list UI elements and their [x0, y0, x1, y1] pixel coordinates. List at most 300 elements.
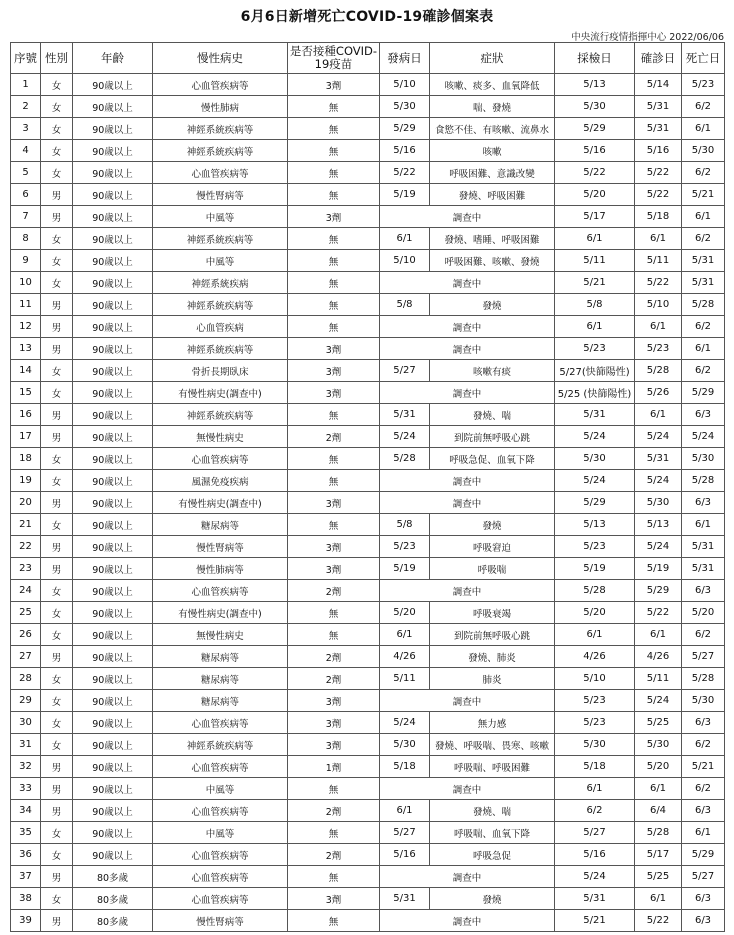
cell-col-symptom: 呼吸喘、血氧下降: [430, 822, 555, 844]
cell-col-onset: 5/20: [380, 602, 430, 624]
cell-col-history: 中風等: [153, 206, 288, 228]
cell-col-confirm: 5/17: [635, 844, 682, 866]
cell-col-death: 6/1: [682, 206, 725, 228]
cell-col-symptom: 發燒、肺炎: [430, 646, 555, 668]
cell-col-death: 5/27: [682, 646, 725, 668]
cell-col-sample: 5/24: [555, 470, 635, 492]
cell-col-sample: 5/24: [555, 426, 635, 448]
cell-col-vaccine: 無: [288, 602, 380, 624]
cell-col-sex: 女: [41, 734, 73, 756]
table-row: [11, 844, 725, 866]
cell-col-death: 6/2: [682, 228, 725, 250]
cell-col-confirm: 6/1: [635, 404, 682, 426]
cell-col-sample: 5/22: [555, 162, 635, 184]
cell-col-symptom: 呼吸喘: [430, 558, 555, 580]
cell-col-symptom: 呼吸困難、意識改變: [430, 162, 555, 184]
table-row: [11, 888, 725, 910]
cell-col-confirm: 5/25: [635, 712, 682, 734]
cell-col-death: 6/1: [682, 118, 725, 140]
cell-col-sex: 男: [41, 338, 73, 360]
cell-col-death: 5/30: [682, 690, 725, 712]
cell-col-vaccine: 無: [288, 228, 380, 250]
cell-col-sex: 女: [41, 118, 73, 140]
table-row: [11, 536, 725, 558]
cell-col-vaccine: 無: [288, 250, 380, 272]
cell-col-vaccine: 3劑: [288, 492, 380, 514]
cell-col-death: 5/21: [682, 184, 725, 206]
table-row: [11, 404, 725, 426]
cell-col-sample: 5/28: [555, 580, 635, 602]
cell-col-onset: 5/16: [380, 844, 430, 866]
header-col-symptom: 症狀: [430, 43, 555, 74]
cell-col-symptom: 呼吸窘迫: [430, 536, 555, 558]
cell-col-symptom: 調查中: [380, 910, 555, 932]
table-row: [11, 712, 725, 734]
cell-col-seq: 18: [11, 448, 41, 470]
cell-col-death: 5/21: [682, 756, 725, 778]
cell-col-history: 心血管疾病等: [153, 888, 288, 910]
cell-col-symptom: 呼吸急促: [430, 844, 555, 866]
cell-col-vaccine: 1劑: [288, 756, 380, 778]
cell-col-confirm: 5/28: [635, 360, 682, 382]
cell-col-symptom: 調查中: [380, 206, 555, 228]
cell-col-death: 6/3: [682, 888, 725, 910]
cell-col-confirm: 5/13: [635, 514, 682, 536]
table-row: [11, 470, 725, 492]
cell-col-death: 6/3: [682, 910, 725, 932]
cell-col-sex: 男: [41, 404, 73, 426]
cell-col-sex: 女: [41, 228, 73, 250]
cell-col-death: 5/29: [682, 382, 725, 404]
cell-col-death: 5/31: [682, 250, 725, 272]
table-row: [11, 382, 725, 404]
cell-col-sex: 男: [41, 492, 73, 514]
cell-col-sample: 5/29: [555, 118, 635, 140]
table-header-row: [11, 43, 725, 74]
header-col-sample: 採檢日: [555, 43, 635, 74]
cell-col-confirm: 6/1: [635, 316, 682, 338]
cell-col-sample: 5/31: [555, 404, 635, 426]
cell-col-confirm: 5/14: [635, 74, 682, 96]
cell-col-onset: 5/8: [380, 514, 430, 536]
cell-col-symptom: 調查中: [380, 470, 555, 492]
cell-col-death: 6/3: [682, 492, 725, 514]
cell-col-symptom: 調查中: [380, 690, 555, 712]
cell-col-history: 心血管疾病等: [153, 74, 288, 96]
table-row: [11, 492, 725, 514]
header-col-death: 死亡日: [682, 43, 725, 74]
table-row: [11, 734, 725, 756]
cell-col-seq: 21: [11, 514, 41, 536]
cell-col-vaccine: 無: [288, 778, 380, 800]
page-title: 6月6日新增死亡COVID-19確診個案表: [240, 9, 494, 25]
cell-col-symptom: 調查中: [380, 272, 555, 294]
cell-col-vaccine: 無: [288, 316, 380, 338]
cell-col-death: 6/2: [682, 316, 725, 338]
cell-col-sex: 女: [41, 162, 73, 184]
cell-col-sex: 男: [41, 756, 73, 778]
cell-col-seq: 12: [11, 316, 41, 338]
cell-col-age: 90歲以上: [73, 360, 153, 382]
cell-col-vaccine: 3劑: [288, 712, 380, 734]
cell-col-sample: 5/31: [555, 888, 635, 910]
table-row: [11, 96, 725, 118]
cell-col-seq: 3: [11, 118, 41, 140]
cell-col-seq: 23: [11, 558, 41, 580]
table-row: [11, 602, 725, 624]
cell-col-sex: 男: [41, 294, 73, 316]
cell-col-history: 有慢性病史(調查中): [153, 492, 288, 514]
cell-col-death: 6/2: [682, 360, 725, 382]
table-row: [11, 74, 725, 96]
cell-col-history: 中風等: [153, 778, 288, 800]
cell-col-seq: 9: [11, 250, 41, 272]
cell-col-age: 90歲以上: [73, 206, 153, 228]
cell-col-confirm: 5/30: [635, 492, 682, 514]
cell-col-confirm: 5/22: [635, 910, 682, 932]
cell-col-symptom: 發燒: [430, 294, 555, 316]
cell-col-vaccine: 3劑: [288, 74, 380, 96]
cell-col-seq: 16: [11, 404, 41, 426]
cell-col-age: 80多歲: [73, 866, 153, 888]
cell-col-sample: 5/10: [555, 668, 635, 690]
table-row: [11, 646, 725, 668]
cell-col-death: 6/1: [682, 514, 725, 536]
cell-col-seq: 10: [11, 272, 41, 294]
cell-col-sample: 5/13: [555, 514, 635, 536]
cell-col-history: 神經系統疾病等: [153, 338, 288, 360]
cell-col-sex: 女: [41, 96, 73, 118]
cell-col-age: 90歲以上: [73, 426, 153, 448]
cell-col-seq: 13: [11, 338, 41, 360]
cell-col-age: 90歲以上: [73, 448, 153, 470]
cell-col-confirm: 5/18: [635, 206, 682, 228]
cell-col-symptom: 呼吸急促、血氧下降: [430, 448, 555, 470]
cell-col-vaccine: 無: [288, 448, 380, 470]
table-row: [11, 668, 725, 690]
table-row: [11, 272, 725, 294]
cell-col-sex: 女: [41, 712, 73, 734]
cell-col-death: 5/23: [682, 74, 725, 96]
cell-col-confirm: 5/22: [635, 272, 682, 294]
table-row: [11, 822, 725, 844]
cell-col-onset: 5/11: [380, 668, 430, 690]
cell-col-vaccine: 3劑: [288, 360, 380, 382]
cell-col-death: 6/3: [682, 404, 725, 426]
case-table: [10, 42, 725, 932]
cell-col-sample: 5/16: [555, 844, 635, 866]
cell-col-onset: 5/27: [380, 360, 430, 382]
cell-col-sample: 5/30: [555, 96, 635, 118]
cell-col-sex: 女: [41, 822, 73, 844]
cell-col-sex: 男: [41, 426, 73, 448]
cell-col-history: 有慢性病史(調查中): [153, 382, 288, 404]
cell-col-history: 心血管疾病等: [153, 162, 288, 184]
cell-col-vaccine: 3劑: [288, 690, 380, 712]
cell-col-confirm: 5/22: [635, 162, 682, 184]
cell-col-vaccine: 無: [288, 470, 380, 492]
cell-col-onset: 5/8: [380, 294, 430, 316]
header-col-vaccine: 是否接種COVID-19疫苗: [288, 43, 380, 74]
cell-col-sex: 男: [41, 316, 73, 338]
cell-col-sample: 5/20: [555, 184, 635, 206]
cell-col-age: 90歲以上: [73, 756, 153, 778]
cell-col-sample: 5/30: [555, 734, 635, 756]
table-row: [11, 866, 725, 888]
cell-col-vaccine: 3劑: [288, 558, 380, 580]
cell-col-age: 90歲以上: [73, 800, 153, 822]
cell-col-seq: 4: [11, 140, 41, 162]
cell-col-age: 90歲以上: [73, 690, 153, 712]
cell-col-symptom: 呼吸喘、呼吸困難: [430, 756, 555, 778]
table-row: [11, 514, 725, 536]
cell-col-sample: 5/24: [555, 866, 635, 888]
cell-col-confirm: 6/1: [635, 624, 682, 646]
cell-col-seq: 2: [11, 96, 41, 118]
header-col-confirm: 確診日: [635, 43, 682, 74]
cell-col-history: 神經系統疾病等: [153, 294, 288, 316]
cell-col-symptom: 調查中: [380, 492, 555, 514]
cell-col-history: 慢性腎病等: [153, 536, 288, 558]
cell-col-history: 心血管疾病等: [153, 844, 288, 866]
cell-col-symptom: 肺炎: [430, 668, 555, 690]
cell-col-sample: 5/17: [555, 206, 635, 228]
cell-col-onset: 5/24: [380, 426, 430, 448]
cell-col-sex: 男: [41, 910, 73, 932]
header-col-sex: 性別: [41, 43, 73, 74]
table-body: [11, 74, 725, 932]
cell-col-history: 中風等: [153, 822, 288, 844]
cell-col-history: 無慢性病史: [153, 624, 288, 646]
cell-col-symptom: 無力感: [430, 712, 555, 734]
cell-col-death: 6/3: [682, 712, 725, 734]
cell-col-history: 心血管疾病: [153, 316, 288, 338]
cell-col-seq: 30: [11, 712, 41, 734]
cell-col-age: 90歲以上: [73, 272, 153, 294]
cell-col-confirm: 5/24: [635, 470, 682, 492]
cell-col-confirm: 5/22: [635, 602, 682, 624]
cell-col-death: 6/2: [682, 624, 725, 646]
cell-col-confirm: 5/31: [635, 448, 682, 470]
cell-col-age: 90歲以上: [73, 382, 153, 404]
cell-col-age: 90歲以上: [73, 646, 153, 668]
cell-col-history: 慢性腎病等: [153, 184, 288, 206]
cell-col-age: 90歲以上: [73, 250, 153, 272]
table-row: [11, 426, 725, 448]
cell-col-age: 80多歲: [73, 888, 153, 910]
cell-col-sex: 女: [41, 140, 73, 162]
cell-col-death: 5/29: [682, 844, 725, 866]
table-row: [11, 316, 725, 338]
cell-col-confirm: 5/24: [635, 536, 682, 558]
cell-col-sample: 6/1: [555, 624, 635, 646]
cell-col-confirm: 5/11: [635, 668, 682, 690]
cell-col-seq: 32: [11, 756, 41, 778]
cell-col-death: 5/30: [682, 140, 725, 162]
cell-col-seq: 26: [11, 624, 41, 646]
cell-col-sex: 女: [41, 888, 73, 910]
table-row: [11, 580, 725, 602]
cell-col-confirm: 5/24: [635, 690, 682, 712]
cell-col-sex: 女: [41, 602, 73, 624]
cell-col-age: 90歲以上: [73, 74, 153, 96]
cell-col-symptom: 發燒: [430, 888, 555, 910]
cell-col-symptom: 調查中: [380, 866, 555, 888]
cell-col-confirm: 5/31: [635, 96, 682, 118]
cell-col-sex: 女: [41, 624, 73, 646]
cell-col-seq: 11: [11, 294, 41, 316]
cell-col-symptom: 咳嗽、痰多、血氧降低: [430, 74, 555, 96]
cell-col-vaccine: 無: [288, 272, 380, 294]
cell-col-sample: 5/27: [555, 822, 635, 844]
cell-col-death: 6/2: [682, 162, 725, 184]
cell-col-age: 90歲以上: [73, 470, 153, 492]
cell-col-sample: 6/2: [555, 800, 635, 822]
cell-col-history: 心血管疾病等: [153, 712, 288, 734]
table-row: [11, 338, 725, 360]
cell-col-onset: 5/16: [380, 140, 430, 162]
cell-col-seq: 31: [11, 734, 41, 756]
cell-col-death: 5/28: [682, 668, 725, 690]
cell-col-sample: 5/30: [555, 448, 635, 470]
cell-col-age: 90歲以上: [73, 294, 153, 316]
cell-col-age: 90歲以上: [73, 558, 153, 580]
cell-col-age: 90歲以上: [73, 118, 153, 140]
cell-col-sample: 4/26: [555, 646, 635, 668]
table-row: [11, 184, 725, 206]
cell-col-age: 90歲以上: [73, 602, 153, 624]
cell-col-sex: 女: [41, 668, 73, 690]
cell-col-sample: 5/21: [555, 272, 635, 294]
cell-col-sample: 5/11: [555, 250, 635, 272]
cell-col-death: 5/27: [682, 866, 725, 888]
cell-col-seq: 38: [11, 888, 41, 910]
cell-col-onset: 5/29: [380, 118, 430, 140]
cell-col-vaccine: 3劑: [288, 888, 380, 910]
cell-col-symptom: 調查中: [380, 338, 555, 360]
header-col-seq: 序號: [11, 43, 41, 74]
cell-col-sex: 男: [41, 558, 73, 580]
cell-col-age: 90歲以上: [73, 316, 153, 338]
cell-col-vaccine: 3劑: [288, 338, 380, 360]
cell-col-onset: 5/10: [380, 250, 430, 272]
cell-col-sample: 5/23: [555, 338, 635, 360]
cell-col-death: 5/20: [682, 602, 725, 624]
cell-col-age: 90歲以上: [73, 822, 153, 844]
cell-col-seq: 25: [11, 602, 41, 624]
cell-col-seq: 7: [11, 206, 41, 228]
cell-col-confirm: 5/20: [635, 756, 682, 778]
cell-col-sex: 男: [41, 184, 73, 206]
cell-col-symptom: 到院前無呼吸心跳: [430, 426, 555, 448]
cell-col-confirm: 5/16: [635, 140, 682, 162]
cell-col-sex: 女: [41, 580, 73, 602]
cell-col-vaccine: 3劑: [288, 734, 380, 756]
cell-col-death: 5/30: [682, 448, 725, 470]
cell-col-symptom: 呼吸困難、咳嗽、發燒: [430, 250, 555, 272]
cell-col-seq: 27: [11, 646, 41, 668]
cell-col-age: 90歲以上: [73, 338, 153, 360]
cell-col-age: 90歲以上: [73, 580, 153, 602]
cell-col-onset: 5/31: [380, 888, 430, 910]
table-row: [11, 118, 725, 140]
cell-col-confirm: 5/30: [635, 734, 682, 756]
cell-col-confirm: 5/28: [635, 822, 682, 844]
cell-col-onset: 6/1: [380, 624, 430, 646]
cell-col-sample: 6/1: [555, 228, 635, 250]
table-row: [11, 800, 725, 822]
cell-col-history: 心血管疾病等: [153, 866, 288, 888]
table-row: [11, 162, 725, 184]
cell-col-symptom: 咳嗽有痰: [430, 360, 555, 382]
cell-col-sample: 6/1: [555, 316, 635, 338]
cell-col-symptom: 喘、發燒: [430, 96, 555, 118]
cell-col-onset: 5/28: [380, 448, 430, 470]
cell-col-seq: 29: [11, 690, 41, 712]
cell-col-seq: 37: [11, 866, 41, 888]
cell-col-sample: 5/23: [555, 536, 635, 558]
cell-col-sample: 5/20: [555, 602, 635, 624]
cell-col-seq: 33: [11, 778, 41, 800]
cell-col-onset: 5/19: [380, 184, 430, 206]
cell-col-history: 神經系統疾病等: [153, 118, 288, 140]
cell-col-death: 6/3: [682, 580, 725, 602]
cell-col-age: 90歲以上: [73, 778, 153, 800]
cell-col-seq: 8: [11, 228, 41, 250]
cell-col-symptom: 發燒: [430, 514, 555, 536]
cell-col-confirm: 5/25: [635, 866, 682, 888]
header-col-age: 年齡: [73, 43, 153, 74]
cell-col-age: 90歲以上: [73, 162, 153, 184]
cell-col-confirm: 5/19: [635, 558, 682, 580]
cell-col-vaccine: 無: [288, 96, 380, 118]
cell-col-onset: 5/30: [380, 734, 430, 756]
cell-col-sex: 女: [41, 844, 73, 866]
cell-col-vaccine: 2劑: [288, 844, 380, 866]
cell-col-sex: 女: [41, 382, 73, 404]
cell-col-history: 心血管疾病等: [153, 448, 288, 470]
cell-col-seq: 28: [11, 668, 41, 690]
cell-col-vaccine: 2劑: [288, 800, 380, 822]
cell-col-vaccine: 無: [288, 404, 380, 426]
cell-col-vaccine: 無: [288, 294, 380, 316]
table-row: [11, 206, 725, 228]
cell-col-sex: 女: [41, 360, 73, 382]
cell-col-symptom: 食慾不佳、有咳嗽、流鼻水: [430, 118, 555, 140]
table-row: [11, 360, 725, 382]
cell-col-death: 6/2: [682, 734, 725, 756]
cell-col-sample: 5/29: [555, 492, 635, 514]
table-row: [11, 140, 725, 162]
cell-col-age: 90歲以上: [73, 514, 153, 536]
cell-col-vaccine: 3劑: [288, 382, 380, 404]
cell-col-seq: 17: [11, 426, 41, 448]
header-col-onset: 發病日: [380, 43, 430, 74]
cell-col-confirm: 6/4: [635, 800, 682, 822]
cell-col-symptom: 調查中: [380, 316, 555, 338]
cell-col-sex: 男: [41, 778, 73, 800]
cell-col-vaccine: 3劑: [288, 206, 380, 228]
table-row: [11, 228, 725, 250]
cell-col-sex: 女: [41, 74, 73, 96]
cell-col-death: 5/31: [682, 558, 725, 580]
cell-col-sex: 男: [41, 646, 73, 668]
table-row: [11, 448, 725, 470]
cell-col-vaccine: 無: [288, 910, 380, 932]
cell-col-onset: 5/18: [380, 756, 430, 778]
cell-col-onset: 5/19: [380, 558, 430, 580]
cell-col-sample: 5/13: [555, 74, 635, 96]
